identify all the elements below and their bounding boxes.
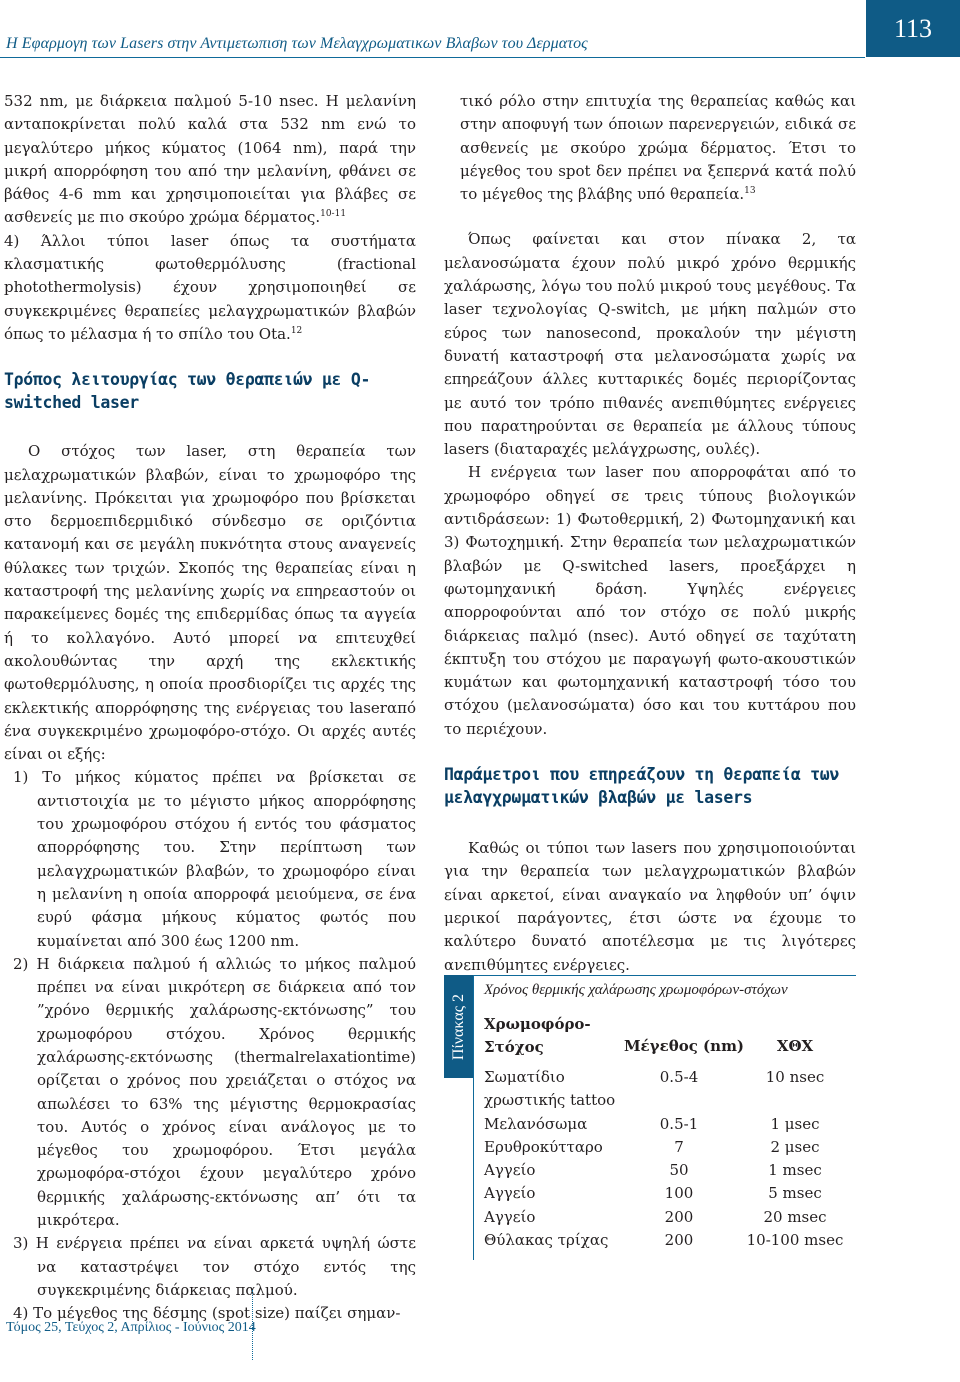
table-cell: Μελανόσωμα [484, 1114, 588, 1133]
footer-issue-info: Τόμος 25, Τεύχος 2, Απρίλιος - Ιούνιος 2014 [6, 1320, 256, 1335]
list-item: 3) Η ενέργεια πρέπει να είναι αρκετά υψηλή ώστε να καταστρέψει τον στόχο εντός της συγκεκριμένης διάρκειας παλμού. [13, 1234, 416, 1299]
section-heading: Τρόπος λειτουργίας των θεραπειών με Q-switched laser [4, 370, 371, 413]
table-cell: Αγγείο [484, 1207, 536, 1226]
table-cell: 1 msec [768, 1161, 822, 1180]
paragraph: Ο στόχος των laser, στη θεραπεία των μελαχρωματικών βλαβών, είναι το χρωμοφόρο της μελανίνης. Πρόκειται για χρωμοφόρο που βρίσκεται στο δερμοεπιδερμιδικό σύνδεσμο σε οριζόντια κατανομή και σε μεγάλη πυκνότητα στους αναγενείς θύλακες των τριχών. Σκοπός της θεραπείας είναι η καταστροφή της μελανίνης χωρίς να επηρεαστούν οι παρακείμενες δομές της επιδερμίδας όπως τα αγγεία ή το κολλαγόνο. Αυτό μπορεί να επιτευχθεί ακολουθώντας την αρχή της εκλεκτικής φωτοθερμόλυσης, η οποία προσδιορίζει τις αρχές της εκλεκτικής απορρόφησης της ενέργειας του laserαπό ένα συγκεκριμένο χρωμοφόρο-στόχο. Οι αρχές αυτές είναι οι εξής: [4, 442, 416, 764]
paragraph: Όπως φαίνεται και στον πίνακα 2, τα μελανοσώματα έχουν πολύ μικρό χρόνο θερμικής χαλάρωσης, λόγω του πολύ μικρού τους μεγέθους. Τα laser τεχνολογίας Q-switch, με μήκη παλμών στο εύρος των nanosecond, προκαλούν την μέγιστη δυνατή καταστροφή στα μελανοσώματα χωρίς να επηρεάζουν άλλες κυτταρικές δομές περιορίζοντας με αυτό τον τρόπο πιθανές ανεπιθύμητες ενέργειες που παρατηρούνται σε θεραπεία με άλλους τύπους lasers (διαταραχές μελάγχρωσης, ουλές). [444, 230, 856, 459]
table-cell: 0.5-4 [659, 1068, 699, 1086]
table-cell: Αγγείο [484, 1184, 536, 1203]
paragraph: Καθώς οι τύποι των lasers που χρησιμοποιούνται για την θεραπεία των μελαγχρωματικών βλαβών είναι αρκετοί, είναι αναγκαίο να ληφθούν υπ’ όψιν μερικοί παράγοντες, έτσι ώστε να έχουμε το καλύτερο δυνατό αποτέλεσμα με τις λιγότερες ανεπιθύμητες ενέργειες. [444, 839, 856, 974]
list-item: 4) Το μέγεθος της δέσμης (spot size) παίζει σημαν- [13, 1304, 401, 1323]
list-item: 2) Η διάρκεια παλμού ή αλλιώς το μήκος παλμού πρέπει να είναι μικρότερη σε διάρκεια από τον ”χρόνο θερμικής χαλάρωσης-εκτόνωσης” του χρωμοφόρου στόχου. Χρόνος θερμικής χαλάρωσης-εκτόνωσης (thermalrelaxationtime) ορίζεται ο χρόνος που χρειάζεται ο στόχος να απωλέσει το 63% της μέγιστης θερμοκρασίας του. Αυτός ο χρόνος είναι ανάλογος με το μέγεθος του χρωμοφόρου. Έτσι μεγάλα χρωμοφόρα-στόχοι έχουν μεγαλύτερο χρόνο θερμικής χαλάρωσης-εκτόνωσης απ’ ότι τα μικρότερα. [13, 954, 416, 1230]
paragraph: Η ενέργεια των laser που απορροφάται από το χρωμοφόρο οδηγεί σε τρεις τύπους βιολογικών αντιδράσεων: 1) Φωτοθερμική, 2) Φωτομηχανική και 3) Φωτοχημική. Στην θεραπεία των μελαχρωματικών βλαβών με Q-switched lasers, προεξάρχει η φωτομηχανική δράση. Υψηλές ενέργειες απορροφούνται από τον στόχο σε πολύ μικρής διάρκειας παλμό (nsec). Αυτό οδηγεί σε ταχύτατη έκπτυξη του στόχου με παραγωγή φωτο-ακουστικών κυμάτων και φωτομηχανική καταστροφή τόσο του στόχου (μελανοσώματα) όσο και του κυττάρου που το περιέχουν. [444, 463, 856, 738]
table-cell: 50 [669, 1161, 689, 1180]
table-cell: 10-100 msec [746, 1231, 844, 1250]
page-number-tab [866, 0, 960, 57]
table-cell: 5 msec [768, 1184, 822, 1203]
table-row [484, 1206, 854, 1229]
paragraph-text: τικό ρόλο στην επιτυχία της θεραπείας καθώς και στην αποφυγή των όποιων παρενεργειών, ειδικά σε ασθενείς με σκούρο χρώμα δέρματος. Έτσι το μέγεθος του spot δεν πρέπει να ξεπερνά κατά πολύ το μέγεθος της βλάβης υπό θεραπεία. [460, 92, 856, 204]
paragraph-text: 532 nm, με διάρκεια παλμού 5-10 nsec. Η μελανίνη ανταποκρίνεται πολύ καλά στα 532 nm ενώ το μεγαλύτερο μήκος κύματος (1064 nm), παρά την μικρή απορρόφηση του από την μελανίνη, φθάνει σε βάθος 4-6 mm και χρησιμοποιείται για βλάβες σε ασθενείς με πιο σκούρο χρώμα δέρματος. [4, 92, 416, 227]
reference-mark: 12 [290, 325, 303, 336]
table-frame [473, 975, 856, 976]
table-cell: 100 [664, 1184, 694, 1203]
paragraph [4, 90, 416, 230]
table-row [484, 1229, 854, 1252]
page-number: 113 [893, 13, 933, 43]
table-cell: Σωματίδιο [484, 1068, 565, 1086]
table-frame [473, 975, 474, 1260]
table-cell: 1 μsec [770, 1114, 820, 1133]
table-header-cell: Μέγεθος (nm) [623, 1037, 745, 1055]
table-row [484, 1136, 854, 1159]
table-row [484, 1113, 854, 1136]
paragraph [444, 90, 856, 206]
paragraph-text: 4) Άλλοι τύποι laser όπως τα συστήματα κλασματικής φωτοθερμόλυσης (fractional photothermolysis) έχουν χρησιμοποιηθεί σε συγκεκριμένες θεραπείες μελαγχρωματικών βλαβών όπως το μέλασμα ή το σπίλο του Ota. [4, 231, 416, 343]
table-body [484, 1066, 854, 1252]
running-header-title: Η Εφαρμογη των Lasers στην Αντιμετωπιση των Μελαγχρωματικων Βλαβων του Δερματος [6, 35, 588, 52]
reference-mark: 13 [744, 186, 756, 197]
table-row [484, 1182, 854, 1205]
table-label-tab [444, 975, 474, 1078]
table-cell: 20 msec [763, 1207, 827, 1226]
table-header-cell: ΧΘΧ [776, 1037, 814, 1055]
list-item: 1) Το μήκος κύματος πρέπει να βρίσκεται σε αντιστοιχία με το μέγιστο μήκος απορρόφησης του χρωμοφόρου στόχου ή εντός του φάσματος απορρόφησης του. Στην περίπτωση των μελαγχρωματικών βλαβών, το χρωμοφόρο είναι η μελανίνη η οποία απορροφά μειούμενα, σε ένα ευρύ φάσμα μήκους κύματος φωτός που κυμαίνεται από 300 έως 1200 nm. [13, 768, 416, 950]
header-rule [0, 57, 865, 58]
reference-mark: 10-11 [320, 209, 347, 220]
table-cell: 2 μsec [770, 1137, 820, 1156]
table-cell: χρωστικής tattoo [484, 1091, 616, 1110]
paragraph [4, 230, 416, 346]
table-cell: 7 [674, 1137, 684, 1156]
table-cell: Ερυθροκύτταρο [484, 1137, 603, 1156]
table-cell: Θύλακας τρίχας [484, 1231, 609, 1250]
table-row [484, 1089, 854, 1112]
table-cell: 10 nsec [765, 1068, 825, 1086]
table-label: Πίνακας 2 [450, 993, 467, 1060]
right-column [444, 90, 856, 977]
table-row [484, 1159, 854, 1182]
table-row [484, 1066, 854, 1089]
section-heading: Παράμετροι που επηρεάζουν τη θεραπεία των μελαγχρωματικών βλαβών με lasers [444, 765, 839, 808]
table-cell: 200 [664, 1207, 694, 1226]
table-cell: 0.5-1 [659, 1114, 699, 1133]
table-cell: Αγγείο [484, 1161, 536, 1180]
table-caption: Χρόνος θερμικής χαλάρωσης χρωμοφόρων-στόχων [484, 982, 788, 998]
table-cell: 200 [664, 1231, 694, 1250]
table-header-cell: Χρωμοφόρο-Στόχος [484, 1015, 591, 1056]
left-column [4, 90, 416, 1326]
